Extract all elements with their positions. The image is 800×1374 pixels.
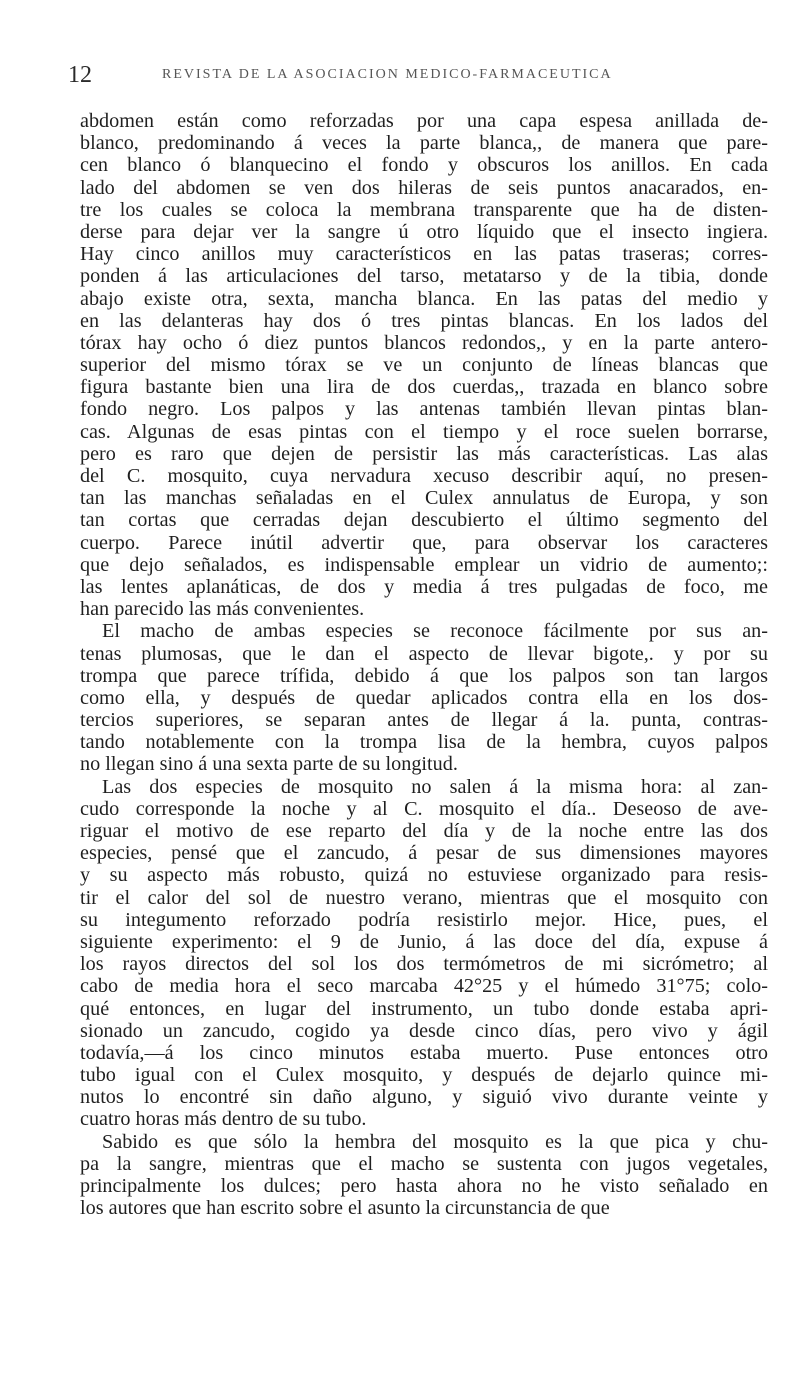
text-line: figura bastante bien una lira de dos cuerdas,, trazada en blanco sobre [80, 376, 768, 399]
text-line: Hay cinco anillos muy característicos en las patas traseras; corres- [80, 243, 768, 266]
paragraph [80, 110, 768, 620]
text-line: en las delanteras hay dos ó tres pintas blancas. En los lados del [80, 309, 768, 332]
text-line: especies, pensé que el zancudo, á pesar de sus dimensiones mayores [80, 842, 768, 865]
text-line: los autores que han escrito sobre el asunto la circunstancia de que [80, 1197, 610, 1220]
text-line: tercios superiores, se separan antes de llegar á la. punta, contras- [80, 709, 768, 732]
text-line: su integumento reforzado podría resistirlo mejor. Hice, pues, el [80, 908, 768, 931]
text-line: que dejo señalados, es indispensable emplear un vidrio de aumento;: [80, 553, 768, 576]
text-line: del C. mosquito, cuya nervadura xecuso describir aquí, no presen- [80, 465, 768, 487]
text-line: tan las manchas señaladas en el Culex annulatus de Europa, y son [80, 487, 768, 510]
text-line: tórax hay ocho ó diez puntos blancos redondos,, y en la parte antero- [80, 331, 768, 354]
text-line: siguiente experimento: el 9 de Junio, á las doce del día, expuse á [80, 930, 768, 953]
text-line: nutos lo encontré sin daño alguno, y siguió vivo durante veinte y [80, 1086, 768, 1109]
text-line: tir el calor del sol de nuestro verano, mientras que el mosquito con [80, 886, 768, 909]
text-line: tenas plumosas, que le dan el aspecto de llevar bigote,. y por su [80, 642, 768, 665]
text-line: como ella, y después de quedar aplicados contra ella en los dos- [80, 686, 768, 709]
text-line: pa la sangre, mientras que el macho se sustenta con jugos vegetales, [80, 1152, 768, 1175]
text-line: cen blanco ó blanquecino el fondo y obscuros los anillos. En cada [80, 154, 768, 177]
text-line: blanco, predominando á veces la parte blanca,, de manera que pare- [80, 132, 768, 155]
text-line: qué entonces, en lugar del instrumento, un tubo donde estaba apri- [80, 997, 768, 1020]
text-line: todavía,—á los cinco minutos estaba muerto. Puse entonces otro [80, 1041, 768, 1064]
text-line: sionado un zancudo, cogido ya desde cinco días, pero vivo y ágil [80, 1019, 768, 1042]
text-line: derse para dejar ver la sangre ú otro líquido que el insecto ingiera. [80, 220, 768, 243]
paragraph [80, 1131, 768, 1220]
text-line: tan cortas que cerradas dejan descubierto el último segmento del [80, 509, 768, 532]
text-line: y su aspecto más robusto, quizá no estuviese organizado para resis- [80, 864, 768, 887]
paragraph [80, 776, 768, 1131]
text-line: cabo de media hora el seco marcaba 42°25 y el húmedo 31°75; colo- [80, 975, 768, 998]
text-line: tre los cuales se coloca la membrana transparente que ha de disten- [80, 198, 768, 221]
text-line: trompa que parece trífida, debido á que los palpos son tan largos [80, 664, 768, 687]
text-line: pero es raro que dejen de persistir las más características. Las alas [80, 442, 768, 465]
text-line: fondo negro. Los palpos y las antenas también llevan pintas blan- [80, 398, 768, 421]
text-line: Las dos especies de mosquito no salen á la misma hora: al zan- [102, 775, 768, 798]
text-line: los rayos directos del sol los dos termómetros de mi sicrómetro; al [80, 953, 768, 976]
page-header [68, 60, 768, 90]
text-line: Sabido es que sólo la hembra del mosquito es la que pica y chu- [102, 1130, 768, 1153]
text-line: tando notablemente con la trompa lisa de la hembra, cuyos palpos [80, 731, 768, 754]
text-line: cuatro horas más dentro de su tubo. [80, 1108, 367, 1131]
text-line: lado del abdomen se ven dos hileras de seis puntos anacarados, en- [80, 176, 768, 199]
text-line: ponden á las articulaciones del tarso, metatarso y de la tibia, donde [80, 265, 768, 288]
paragraph [80, 620, 768, 775]
text-line: cas. Algunas de esas pintas con el tiempo y el roce suelen borrarse, [80, 420, 768, 443]
text-line: han parecido las más convenientes. [80, 598, 365, 621]
text-line: cudo corresponde la noche y al C. mosquito el día.. Deseoso de ave- [80, 797, 768, 820]
running-head: REVISTA DE LA ASOCIACION MEDICO-FARMACEUTICA [162, 67, 613, 82]
text-line: abajo existe otra, sexta, mancha blanca. En las patas del medio y [80, 287, 768, 310]
text-line: abdomen están como reforzadas por una capa espesa anillada de- [80, 110, 768, 132]
text-line: principalmente los dulces; pero hasta ahora no he visto señalado en [80, 1175, 768, 1197]
text-line: las lentes aplanáticas, de dos y media á tres pulgadas de foco, me [80, 575, 768, 598]
text-line: El macho de ambas especies se reconoce fácilmente por sus an- [102, 620, 768, 643]
text-line: tubo igual con el Culex mosquito, y después de dejarlo quince mi- [80, 1064, 768, 1087]
body-text [80, 110, 768, 1219]
page-number: 12 [68, 61, 92, 88]
text-line: riguar el motivo de ese reparto del día y de la noche entre las dos [80, 820, 768, 842]
text-line: no llegan sino á una sexta parte de su longitud. [80, 753, 458, 776]
text-line: cuerpo. Parece inútil advertir que, para observar los caracteres [80, 531, 768, 554]
text-line: superior del mismo tórax se ve un conjunto de líneas blancas que [80, 354, 768, 377]
